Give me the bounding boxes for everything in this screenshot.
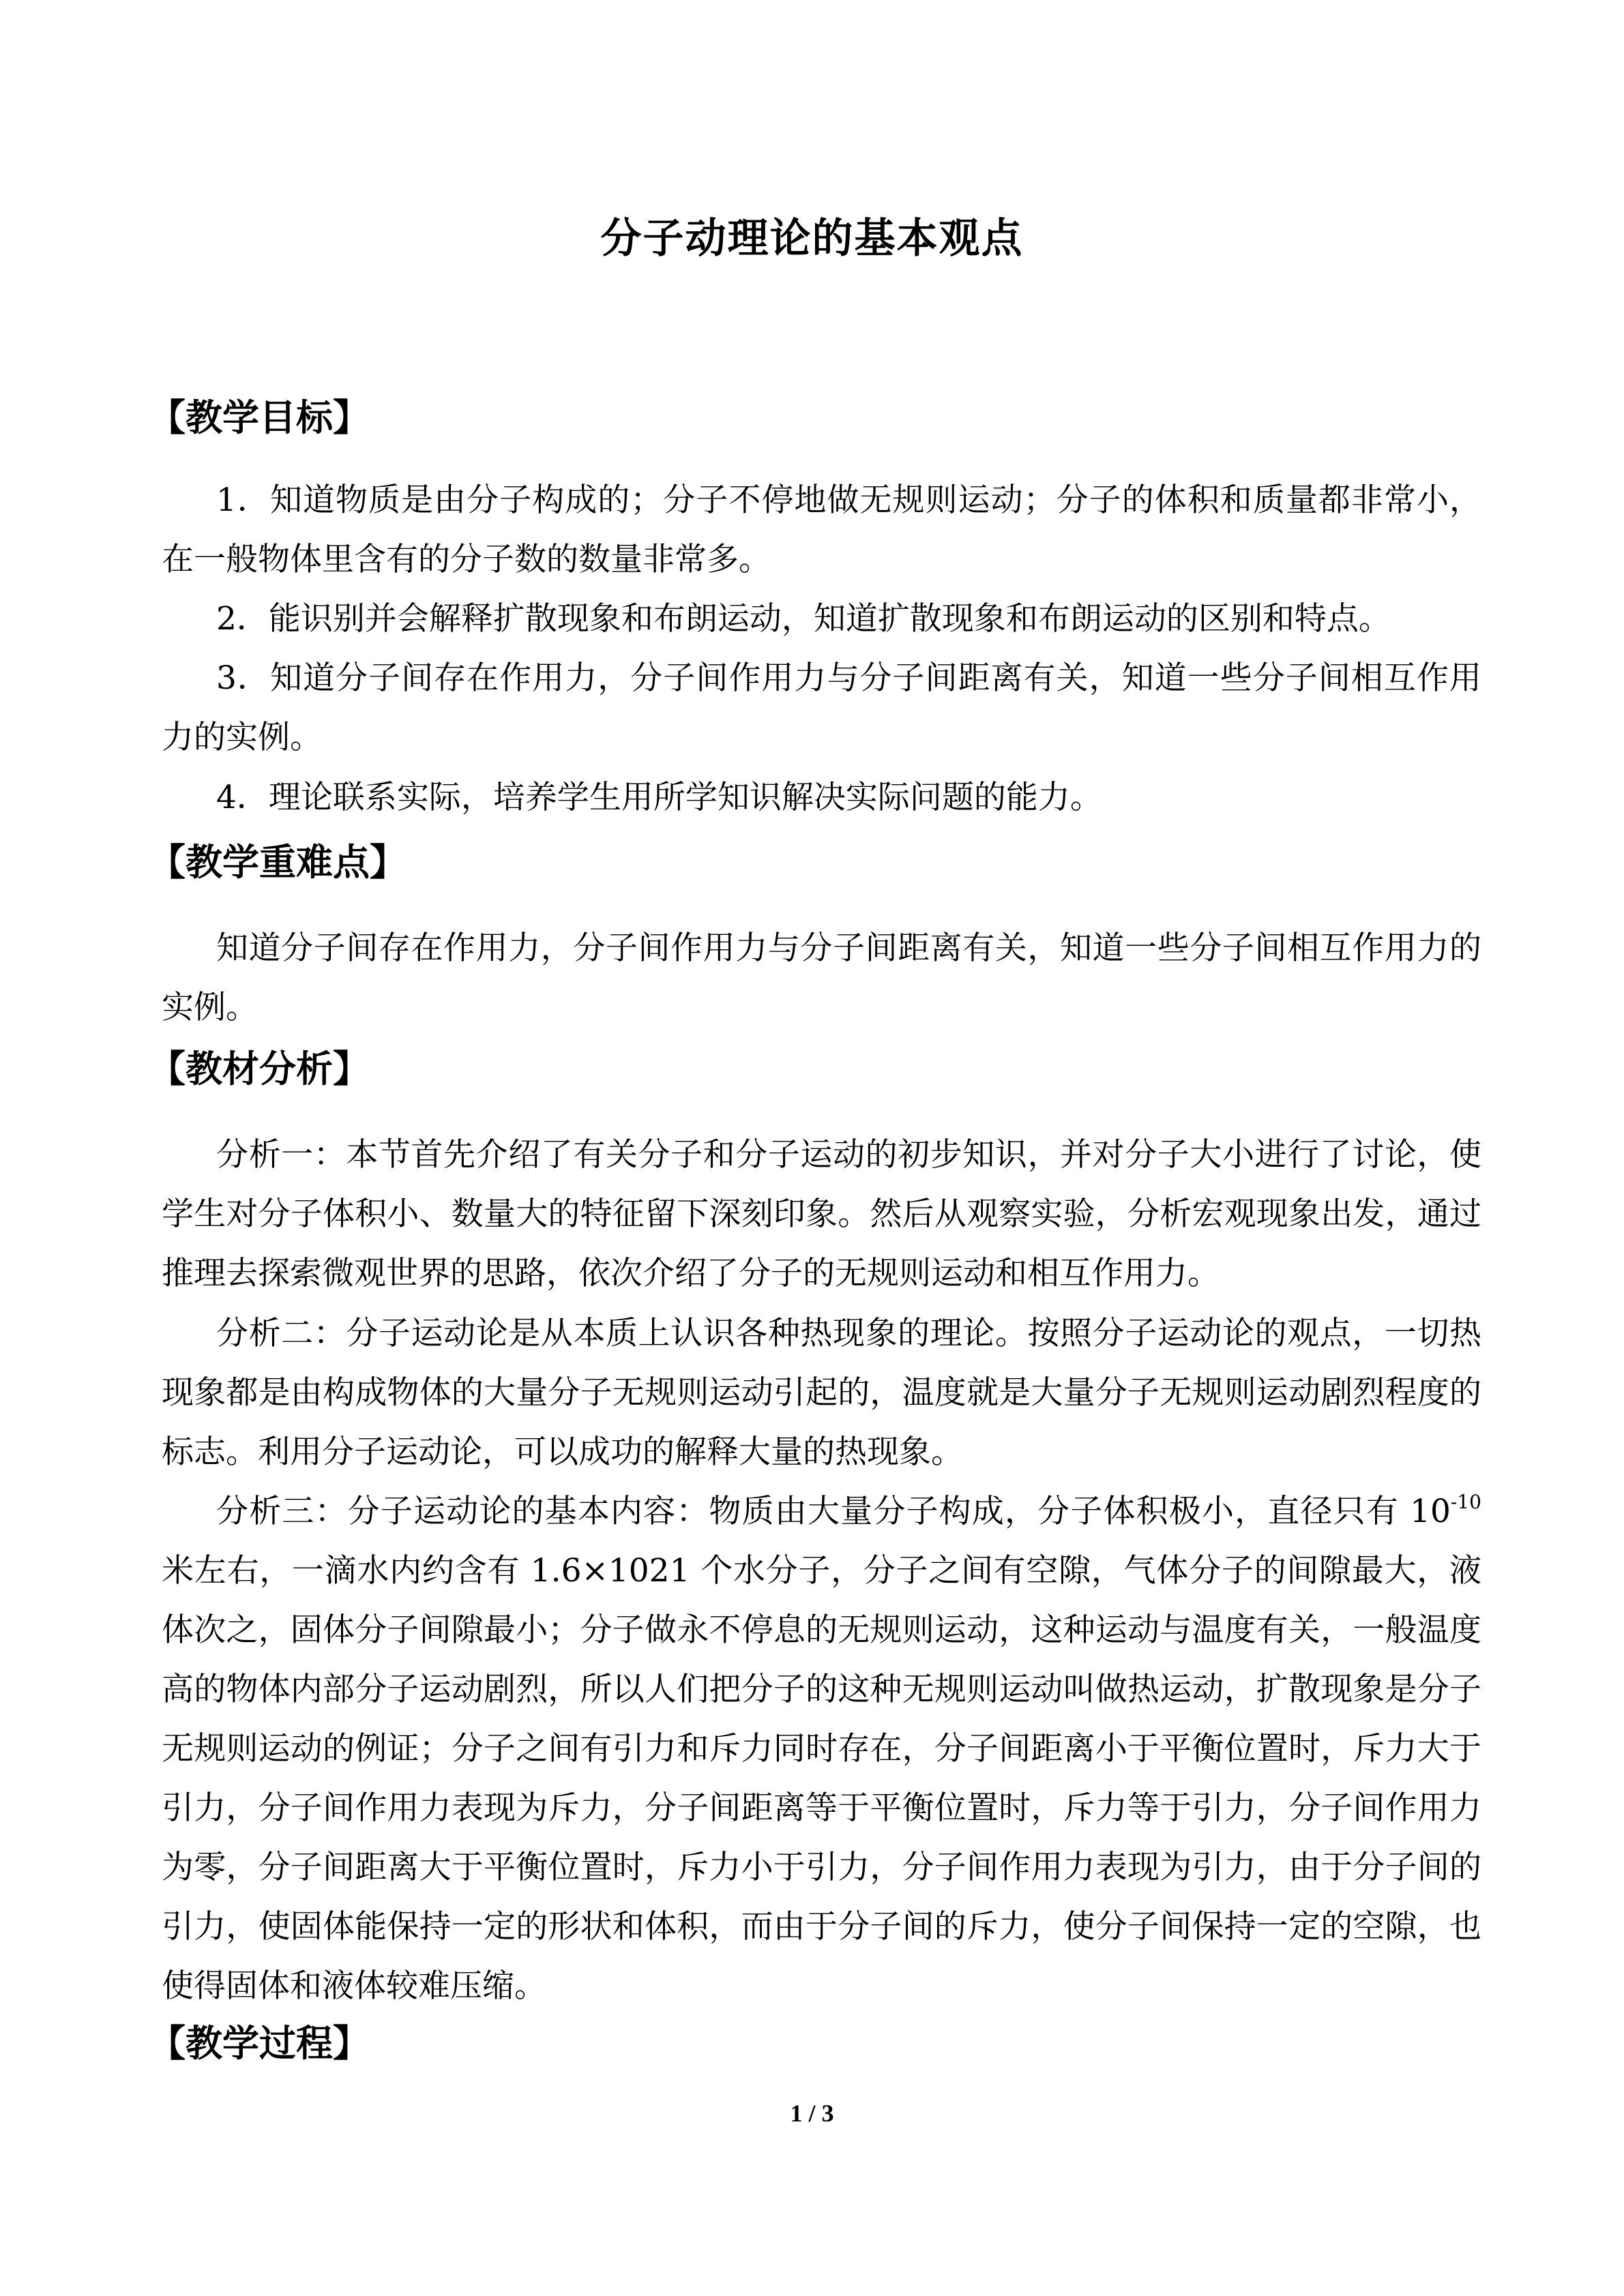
exponent-superscript: -10 bbox=[1450, 1491, 1481, 1513]
objective-item-4: 4．理论联系实际，培养学生用所学知识解决实际问题的能力。 bbox=[216, 779, 1102, 816]
page-title: 分子动理论的基本观点 bbox=[600, 215, 1024, 263]
objective-item-1: 1．知道物质是由分子构成的；分子不停地做无规则运动；分子的体积和质量都非常小，在一般物体里含有的分子数的数量非常多。 bbox=[162, 481, 1481, 578]
objective-item-2: 2．能识别并会解释扩散现象和布朗运动，知道扩散现象和布朗运动的区别和特点。 bbox=[216, 600, 1391, 638]
analysis-paragraph-3 bbox=[162, 1482, 1481, 2016]
page-number: 1 / 3 bbox=[790, 2100, 834, 2127]
analysis-paragraph-1: 分析一：本节首先介绍了有关分子和分子运动的初步知识，并对分子大小进行了讨论，使学生对分子体积小、数量大的特征留下深刻印象。然后从观察实验，分析宏观现象出发，通过推理去探索微观世界的思路，依次介绍了分子的无规则运动和相互作用力。 bbox=[162, 1136, 1481, 1292]
section-heading-analysis: 【教材分析】 bbox=[149, 1047, 370, 1090]
section-heading-process: 【教学过程】 bbox=[149, 2022, 370, 2065]
section-heading-objectives: 【教学目标】 bbox=[149, 396, 370, 439]
analysis-paragraph-2: 分析二：分子运动论是从本质上认识各种热现象的理论。按照分子运动论的观点，一切热现象都是由构成物体的大量分子无规则运动引起的，温度就是大量分子无规则运动剧烈程度的标志。利用分子运动论，可以成功的解释大量的热现象。 bbox=[162, 1315, 1481, 1471]
analysis-paragraph-3-body: 米左右，一滴水内约含有 1.6×1021 个水分子，分子之间有空隙，气体分子的间隙最大，液体次之，固体分子间隙最小；分子做永不停息的无规则运动，这种运动与温度有关，一般温度高的物体内部分子运动剧烈，所以人们把分子的这种无规则运动叫做热运动，扩散现象是分子无规则运动的例证；分子之间有引力和斥力同时存在，分子间距离小于平衡位置时，斥力大于引力，分子间作用力表现为斥力，分子间距离等于平衡位置时，斥力等于引力，分子间作用力为零，分子间距离大于平衡位置时，斥力小于引力，分子间作用力表现为引力，由于分子间的引力，使固体能保持一定的形状和体积，而由于分子间的斥力，使分子间保持一定的空隙，也使得固体和液体较难压缩。 bbox=[162, 1552, 1481, 2005]
analysis-paragraph-3-lead: 分析三：分子运动论的基本内容：物质由大量分子构成，分子体积极小，直径只有 10 bbox=[216, 1493, 1451, 1530]
section-heading-key-points: 【教学重难点】 bbox=[149, 841, 407, 884]
objective-item-3: 3．知道分子间存在作用力，分子间作用力与分子间距离有关，知道一些分子间相互作用力的实例。 bbox=[162, 659, 1481, 756]
key-points-text: 知道分子间存在作用力，分子间作用力与分子间距离有关，知道一些分子间相互作用力的实例。 bbox=[162, 929, 1481, 1026]
